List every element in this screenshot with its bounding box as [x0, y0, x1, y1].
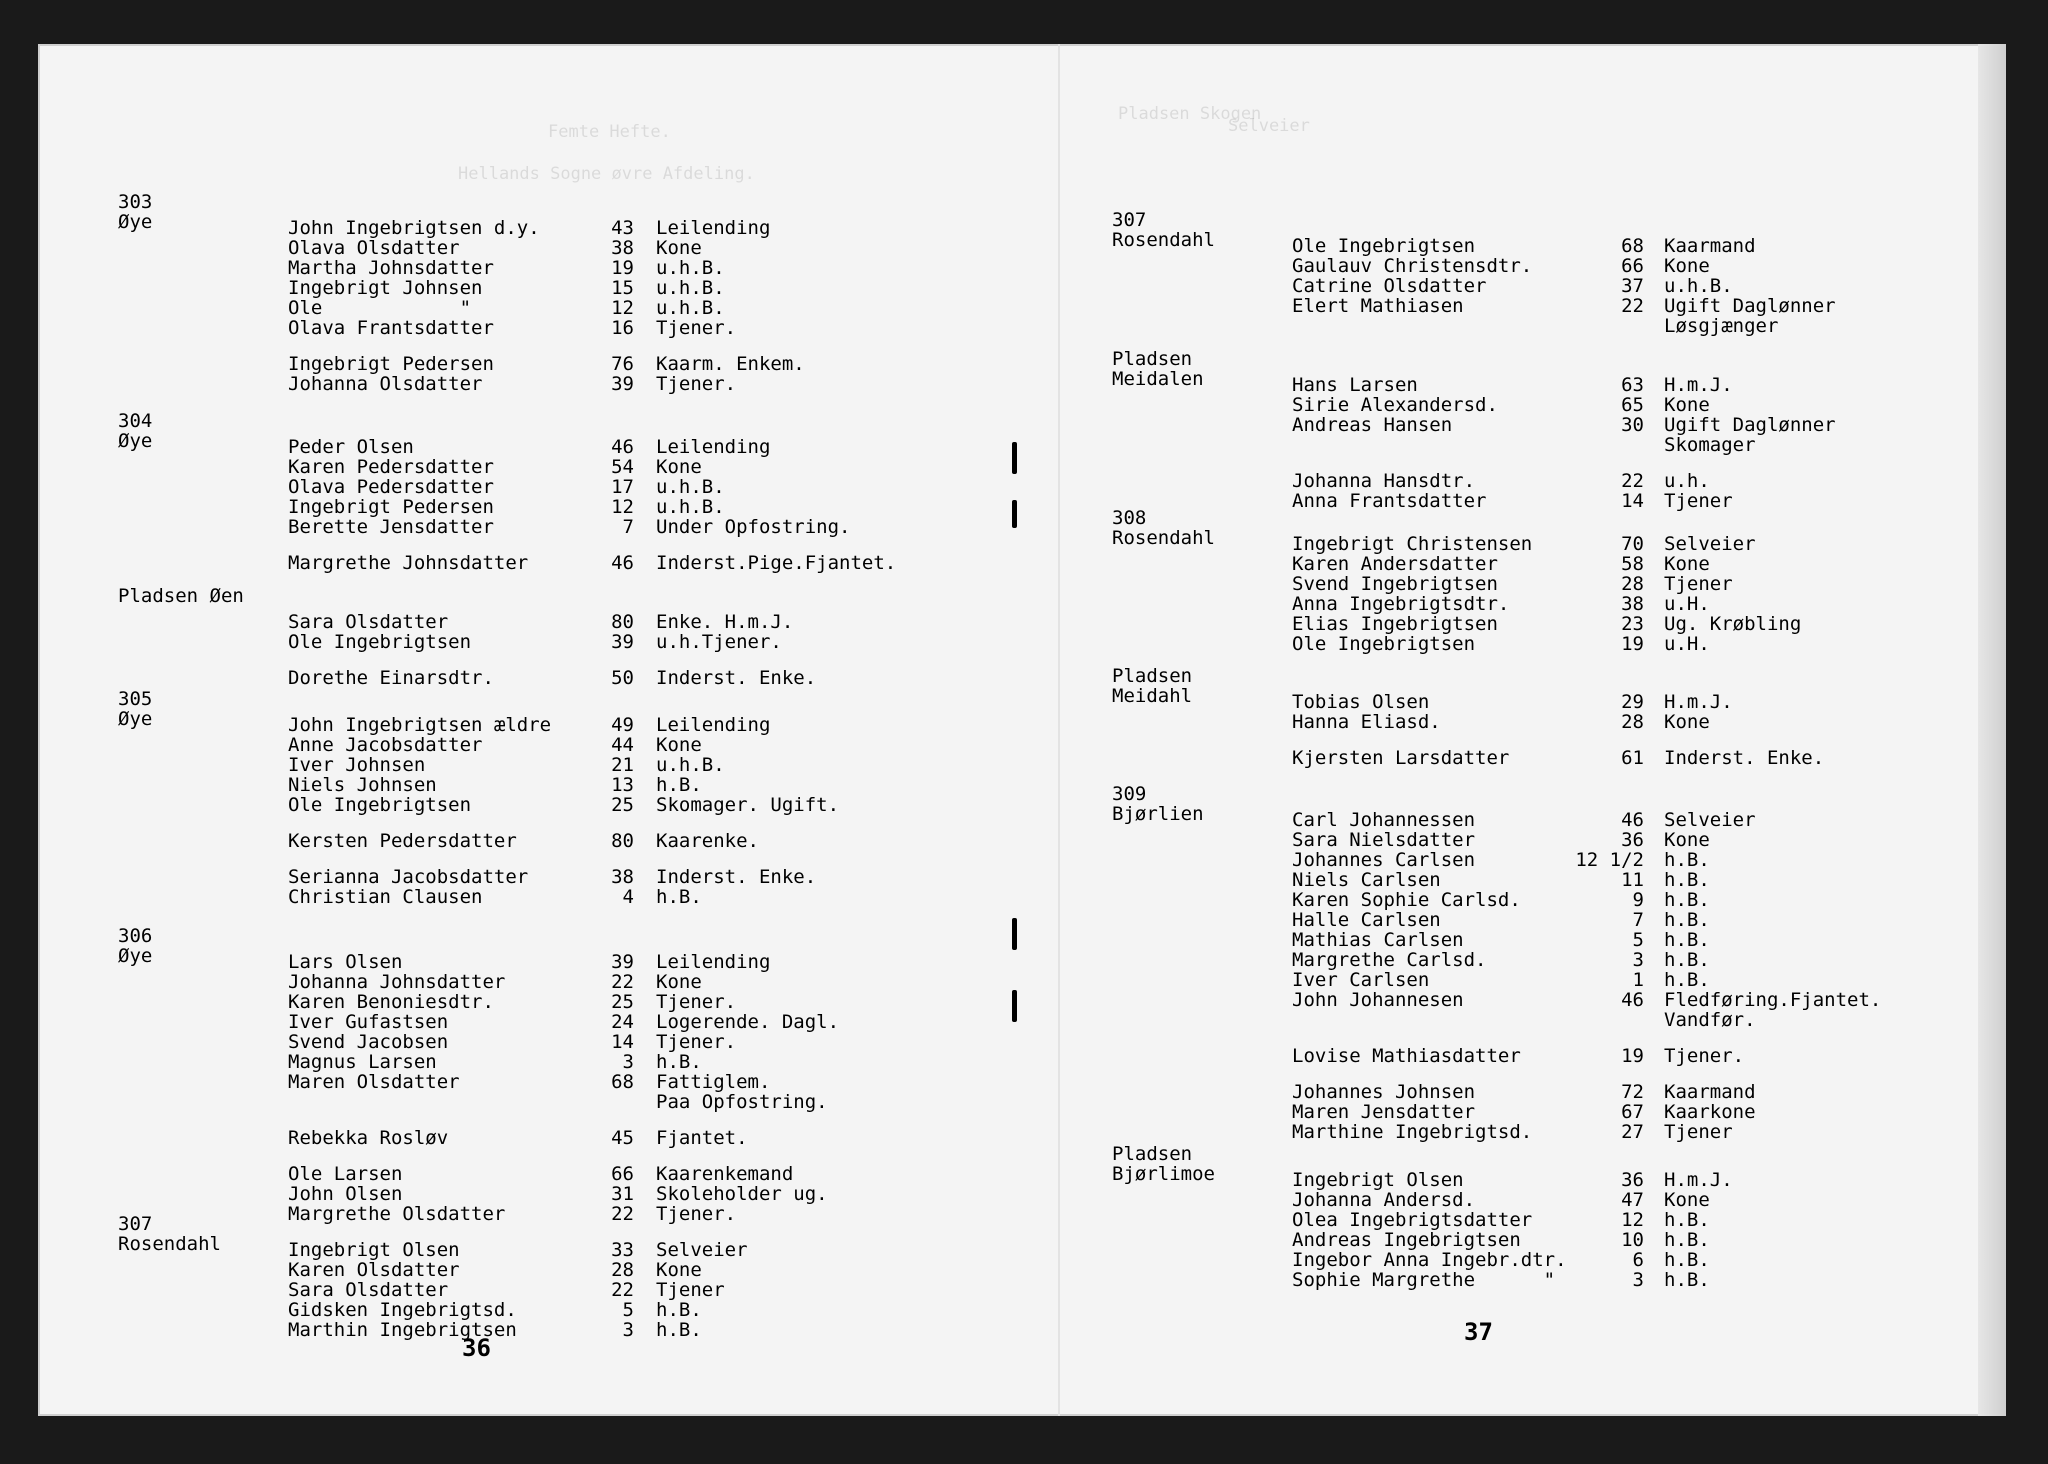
person-age: 46	[611, 552, 634, 574]
person-status: Tjener.	[656, 373, 737, 395]
person-age: 22	[1621, 470, 1644, 492]
person-name: Iver Carlsen	[1292, 969, 1430, 991]
person-name: Svend Ingebrigtsen	[1292, 573, 1498, 595]
person-status: Vandfør.	[1664, 1009, 1756, 1031]
person-name: Johannes Carlsen	[1292, 849, 1476, 871]
binding-mark	[1012, 918, 1017, 950]
person-age: 43	[611, 217, 634, 239]
person-name: Olava Frantsdatter	[288, 317, 494, 339]
person-age: 22	[611, 971, 634, 993]
person-name: Andreas Ingebrigtsen	[1292, 1229, 1521, 1251]
person-status: u.h.B.	[656, 257, 725, 279]
page-number-left: 36	[462, 1334, 491, 1362]
person-name: Marthine Ingebrigtsd.	[1292, 1121, 1533, 1143]
person-status: Kone	[1664, 255, 1710, 277]
person-name: Johanna Johnsdatter	[288, 971, 506, 993]
person-name: Niels Carlsen	[1292, 869, 1441, 891]
person-status: Leilending	[656, 714, 771, 736]
farm-label: 309	[1112, 783, 1147, 805]
person-age: 5	[1632, 929, 1644, 951]
person-status: Kone	[1664, 711, 1710, 733]
person-age: 28	[1621, 711, 1644, 733]
person-name: Carl Johannessen	[1292, 809, 1476, 831]
person-age: 1	[1632, 969, 1644, 991]
person-name: Margrethe Johnsdatter	[288, 552, 529, 574]
person-status: h.B.	[1664, 869, 1710, 891]
person-status: h.B.	[1664, 929, 1710, 951]
person-name: John Johannesen	[1292, 989, 1464, 1011]
person-status: h.B.	[1664, 949, 1710, 971]
person-age: 25	[611, 794, 634, 816]
person-name: Anna Frantsdatter	[1292, 490, 1487, 512]
person-name: Sara Nielsdatter	[1292, 829, 1476, 851]
person-status: h.B.	[656, 1319, 702, 1341]
person-age: 11	[1621, 869, 1644, 891]
person-name: Berette Jensdatter	[288, 516, 494, 538]
person-age: 19	[1621, 1045, 1644, 1067]
person-name: Ole Ingebrigtsen	[1292, 633, 1476, 655]
scanned-document-spread	[38, 44, 2006, 1416]
person-name: Halle Carlsen	[1292, 909, 1441, 931]
person-status: Kone	[656, 971, 702, 993]
person-name: Olava Pedersdatter	[288, 476, 494, 498]
person-name: Ole Larsen	[288, 1163, 403, 1185]
person-age: 70	[1621, 533, 1644, 555]
person-age: 68	[611, 1071, 634, 1093]
person-name: Ingebrigt Christensen	[1292, 533, 1533, 555]
person-status: Fledføring.Fjantet.	[1664, 989, 1882, 1011]
person-age: 76	[611, 353, 634, 375]
farm-label: 305	[118, 688, 153, 710]
person-status: Inderst. Enke.	[656, 866, 817, 888]
person-status: Ugift Daglønner	[1664, 295, 1836, 317]
person-name: John Ingebrigtsen d.y.	[288, 217, 540, 239]
farm-label: Meidalen	[1112, 368, 1204, 390]
person-status: h.B.	[656, 1299, 702, 1321]
person-name: Ingebor Anna Ingebr.dtr.	[1292, 1249, 1567, 1271]
person-name: Sara Olsdatter	[288, 611, 449, 633]
person-status: Kone	[656, 456, 702, 478]
person-status: Tjener.	[656, 991, 737, 1013]
person-age: 3	[1632, 949, 1644, 971]
person-name: Kersten Pedersdatter	[288, 830, 517, 852]
person-status: h.B.	[656, 886, 702, 908]
person-status: u.h.B.	[656, 476, 725, 498]
person-age: 80	[611, 830, 634, 852]
person-status: Kone	[656, 734, 702, 756]
person-name: Serianna Jacobsdatter	[288, 866, 529, 888]
person-status: u.h.B.	[656, 754, 725, 776]
farm-label: Meidahl	[1112, 685, 1193, 707]
person-status: Tjener.	[656, 1203, 737, 1225]
person-age: 9	[1632, 889, 1644, 911]
person-status: H.m.J.	[1664, 691, 1733, 713]
person-name: Ingebrigt Olsen	[288, 1239, 460, 1261]
person-name: Maren Olsdatter	[288, 1071, 460, 1093]
person-status: Logerende. Dagl.	[656, 1011, 840, 1033]
person-age: 29	[1621, 691, 1644, 713]
person-age: 37	[1621, 275, 1644, 297]
person-name: Hanna Eliasd.	[1292, 711, 1441, 733]
person-name: Johanna Olsdatter	[288, 373, 483, 395]
person-age: 7	[622, 516, 634, 538]
person-status: Skomager	[1664, 434, 1756, 456]
person-status: H.m.J.	[1664, 1169, 1733, 1191]
person-age: 67	[1621, 1101, 1644, 1123]
person-age: 33	[611, 1239, 634, 1261]
person-name: Andreas Hansen	[1292, 414, 1453, 436]
farm-label: Øye	[118, 430, 153, 452]
person-status: Kaarm. Enkem.	[656, 353, 805, 375]
farm-label: Øye	[118, 945, 153, 967]
person-age: 22	[1621, 295, 1644, 317]
person-age: 19	[1621, 633, 1644, 655]
farm-label: Rosendahl	[118, 1233, 221, 1255]
person-status: Kone	[656, 237, 702, 259]
person-age: 72	[1621, 1081, 1644, 1103]
person-name: Margrethe Carlsd.	[1292, 949, 1487, 971]
person-status: h.B.	[1664, 1209, 1710, 1231]
person-name: John Ingebrigtsen ældre	[288, 714, 552, 736]
farm-label: 307	[1112, 209, 1147, 231]
person-name: Sara Olsdatter	[288, 1279, 449, 1301]
person-status: u.h.Tjener.	[656, 631, 782, 653]
person-age: 66	[1621, 255, 1644, 277]
person-name: Ingebrigt Pedersen	[288, 496, 494, 518]
person-age: 66	[611, 1163, 634, 1185]
person-name: Ole Ingebrigtsen	[1292, 235, 1476, 257]
person-status: u.h.B.	[1664, 275, 1733, 297]
person-name: Maren Jensdatter	[1292, 1101, 1476, 1123]
person-age: 63	[1621, 374, 1644, 396]
person-age: 49	[611, 714, 634, 736]
person-status: Paa Opfostring.	[656, 1091, 828, 1113]
person-status: Under Opfostring.	[656, 516, 851, 538]
farm-label: Rosendahl	[1112, 229, 1215, 251]
person-age: 45	[611, 1127, 634, 1149]
person-name: Tobias Olsen	[1292, 691, 1430, 713]
person-status: Selveier	[656, 1239, 748, 1261]
person-age: 47	[1621, 1189, 1644, 1211]
person-age: 61	[1621, 747, 1644, 769]
person-name: Catrine Olsdatter	[1292, 275, 1487, 297]
person-name: Mathias Carlsen	[1292, 929, 1464, 951]
person-status: Tjener	[1664, 1121, 1733, 1143]
person-age: 65	[1621, 394, 1644, 416]
person-age: 15	[611, 277, 634, 299]
person-age: 24	[611, 1011, 634, 1033]
person-name: Elias Ingebrigtsen	[1292, 613, 1498, 635]
person-age: 39	[611, 951, 634, 973]
person-status: Kone	[1664, 829, 1710, 851]
person-status: Tjener	[656, 1279, 725, 1301]
person-status: h.B.	[1664, 1269, 1710, 1291]
person-age: 12 1/2	[1575, 849, 1644, 871]
person-age: 3	[622, 1051, 634, 1073]
person-name: Karen Andersdatter	[1292, 553, 1498, 575]
person-name: Olava Olsdatter	[288, 237, 460, 259]
person-status: Leilending	[656, 217, 771, 239]
person-age: 38	[1621, 593, 1644, 615]
farm-label: Øye	[118, 211, 153, 233]
person-status: h.B.	[656, 774, 702, 796]
person-age: 28	[1621, 573, 1644, 595]
farm-label: 306	[118, 925, 153, 947]
person-name: Ole Ingebrigtsen	[288, 794, 472, 816]
person-age: 21	[611, 754, 634, 776]
person-name: Karen Olsdatter	[288, 1259, 460, 1281]
person-age: 12	[611, 297, 634, 319]
farm-label: 307	[118, 1213, 153, 1235]
person-age: 23	[1621, 613, 1644, 635]
person-status: H.m.J.	[1664, 374, 1733, 396]
person-status: Kone	[1664, 1189, 1710, 1211]
person-name: Rebekka Rosløv	[288, 1127, 449, 1149]
person-status: h.B.	[656, 1051, 702, 1073]
person-status: Kaarmand	[1664, 1081, 1756, 1103]
person-age: 31	[611, 1183, 634, 1205]
person-name: Ingebrigt Pedersen	[288, 353, 494, 375]
farm-label: Pladsen	[1112, 665, 1193, 687]
page-number-right: 37	[1464, 1318, 1493, 1346]
person-name: Magnus Larsen	[288, 1051, 437, 1073]
person-name: Anne Jacobsdatter	[288, 734, 483, 756]
person-name: Elert Mathiasen	[1292, 295, 1464, 317]
person-age: 14	[1621, 490, 1644, 512]
person-age: 13	[611, 774, 634, 796]
person-age: 19	[611, 257, 634, 279]
person-name: Kjersten Larsdatter	[1292, 747, 1510, 769]
person-status: Tjener	[1664, 573, 1733, 595]
person-age: 28	[611, 1259, 634, 1281]
person-name: Margrethe Olsdatter	[288, 1203, 506, 1225]
person-name: Svend Jacobsen	[288, 1031, 449, 1053]
person-status: Kone	[656, 1259, 702, 1281]
person-age: 39	[611, 373, 634, 395]
person-status: Kaarkone	[1664, 1101, 1756, 1123]
person-status: Fattiglem.	[656, 1071, 771, 1093]
person-name: Olea Ingebrigtsdatter	[1292, 1209, 1533, 1231]
person-status: Tjener.	[656, 317, 737, 339]
farm-label: Rosendahl	[1112, 527, 1215, 549]
person-status: Kaarenke.	[656, 830, 759, 852]
person-status: Leilending	[656, 951, 771, 973]
person-name: Martha Johnsdatter	[288, 257, 494, 279]
person-age: 12	[1621, 1209, 1644, 1231]
person-age: 16	[611, 317, 634, 339]
person-age: 38	[611, 237, 634, 259]
person-age: 10	[1621, 1229, 1644, 1251]
person-age: 27	[1621, 1121, 1644, 1143]
person-status: u.h.B.	[656, 277, 725, 299]
bleed-through-text: Femte Hefte.	[548, 122, 671, 142]
farm-label: Bjørlien	[1112, 803, 1204, 825]
person-status: Tjener.	[656, 1031, 737, 1053]
person-age: 5	[622, 1299, 634, 1321]
person-age: 3	[1632, 1269, 1644, 1291]
person-age: 3	[622, 1319, 634, 1341]
person-name: Iver Gufastsen	[288, 1011, 449, 1033]
person-name: Sirie Alexandersd.	[1292, 394, 1498, 416]
person-name: Johannes Johnsen	[1292, 1081, 1476, 1103]
person-age: 68	[1621, 235, 1644, 257]
person-name: Ole Ingebrigtsen	[288, 631, 472, 653]
person-name: John Olsen	[288, 1183, 403, 1205]
person-name: Karen Sophie Carlsd.	[1292, 889, 1521, 911]
bleed-through-text: Hellands Sogne øvre Afdeling.	[458, 164, 755, 184]
person-status: Skomager. Ugift.	[656, 794, 840, 816]
person-status: Selveier	[1664, 533, 1756, 555]
person-name: Lars Olsen	[288, 951, 403, 973]
person-status: Kaarenkemand	[656, 1163, 794, 1185]
person-status: Ug. Krøbling	[1664, 613, 1802, 635]
person-status: u.h.B.	[656, 496, 725, 518]
person-age: 17	[611, 476, 634, 498]
person-name: Gidsken Ingebrigtsd.	[288, 1299, 517, 1321]
page-stack-edge	[1978, 44, 2006, 1416]
person-age: 6	[1632, 1249, 1644, 1271]
person-status: u.H.	[1664, 593, 1710, 615]
person-age: 4	[622, 886, 634, 908]
person-status: h.B.	[1664, 969, 1710, 991]
person-name: Anna Ingebrigtsdtr.	[1292, 593, 1510, 615]
person-name: Johanna Andersd.	[1292, 1189, 1476, 1211]
person-name: Gaulauv Christensdtr.	[1292, 255, 1533, 277]
person-status: Selveier	[1664, 809, 1756, 831]
person-name: Karen Benoniesdtr.	[288, 991, 494, 1013]
person-status: Inderst.Pige.Fjantet.	[656, 552, 897, 574]
person-status: Kaarmand	[1664, 235, 1756, 257]
farm-label: Pladsen Øen	[118, 585, 244, 607]
person-status: h.B.	[1664, 889, 1710, 911]
person-name: Karen Pedersdatter	[288, 456, 494, 478]
person-status: u.H.	[1664, 633, 1710, 655]
person-status: Tjener.	[1664, 1045, 1745, 1067]
person-status: Kone	[1664, 553, 1710, 575]
person-status: Løsgjænger	[1664, 315, 1779, 337]
person-name: Hans Larsen	[1292, 374, 1418, 396]
person-age: 58	[1621, 553, 1644, 575]
person-age: 22	[611, 1279, 634, 1301]
person-name: Ingebrigt Johnsen	[288, 277, 483, 299]
binding-mark	[1012, 442, 1017, 474]
person-name: Dorethe Einarsdtr.	[288, 667, 494, 689]
person-age: 12	[611, 496, 634, 518]
person-age: 36	[1621, 1169, 1644, 1191]
person-name: Christian Clausen	[288, 886, 483, 908]
farm-label: 303	[118, 191, 153, 213]
person-age: 14	[611, 1031, 634, 1053]
person-name: Marthin Ingebrigtsen	[288, 1319, 517, 1341]
person-name: Sophie Margrethe "	[1292, 1269, 1556, 1291]
person-age: 25	[611, 991, 634, 1013]
person-status: Inderst. Enke.	[656, 667, 817, 689]
person-age: 46	[1621, 809, 1644, 831]
bleed-through-text: Pladsen Skogen	[1118, 104, 1262, 124]
person-name: Peder Olsen	[288, 436, 414, 458]
person-age: 30	[1621, 414, 1644, 436]
person-status: h.B.	[1664, 1229, 1710, 1251]
person-age: 36	[1621, 829, 1644, 851]
person-name: Lovise Mathiasdatter	[1292, 1045, 1521, 1067]
person-status: h.B.	[1664, 1249, 1710, 1271]
person-status: h.B.	[1664, 909, 1710, 931]
bleed-through-text: Selveier	[1228, 116, 1310, 136]
person-age: 54	[611, 456, 634, 478]
person-status: Kone	[1664, 394, 1710, 416]
page-gutter	[1058, 44, 1060, 1416]
person-status: Ugift Daglønner	[1664, 414, 1836, 436]
farm-label: Pladsen	[1112, 1143, 1193, 1165]
person-name: Ole "	[288, 297, 472, 319]
person-status: h.B.	[1664, 849, 1710, 871]
farm-label: Bjørlimoe	[1112, 1163, 1215, 1185]
person-status: u.h.	[1664, 470, 1710, 492]
farm-label: Pladsen	[1112, 348, 1193, 370]
person-status: u.h.B.	[656, 297, 725, 319]
person-status: Tjener	[1664, 490, 1733, 512]
person-age: 39	[611, 631, 634, 653]
person-status: Enke. H.m.J.	[656, 611, 794, 633]
person-name: Ingebrigt Olsen	[1292, 1169, 1464, 1191]
farm-label: Øye	[118, 708, 153, 730]
person-age: 50	[611, 667, 634, 689]
person-age: 46	[611, 436, 634, 458]
person-age: 7	[1632, 909, 1644, 931]
farm-label: 308	[1112, 507, 1147, 529]
farm-label: 304	[118, 410, 153, 432]
person-name: Johanna Hansdtr.	[1292, 470, 1476, 492]
person-age: 46	[1621, 989, 1644, 1011]
person-status: Skoleholder ug.	[656, 1183, 828, 1205]
person-name: Niels Johnsen	[288, 774, 437, 796]
binding-mark	[1012, 500, 1017, 528]
person-name: Iver Johnsen	[288, 754, 426, 776]
person-age: 38	[611, 866, 634, 888]
person-status: Leilending	[656, 436, 771, 458]
person-age: 80	[611, 611, 634, 633]
person-age: 22	[611, 1203, 634, 1225]
binding-mark	[1012, 990, 1017, 1022]
person-age: 44	[611, 734, 634, 756]
person-status: Inderst. Enke.	[1664, 747, 1825, 769]
person-status: Fjantet.	[656, 1127, 748, 1149]
